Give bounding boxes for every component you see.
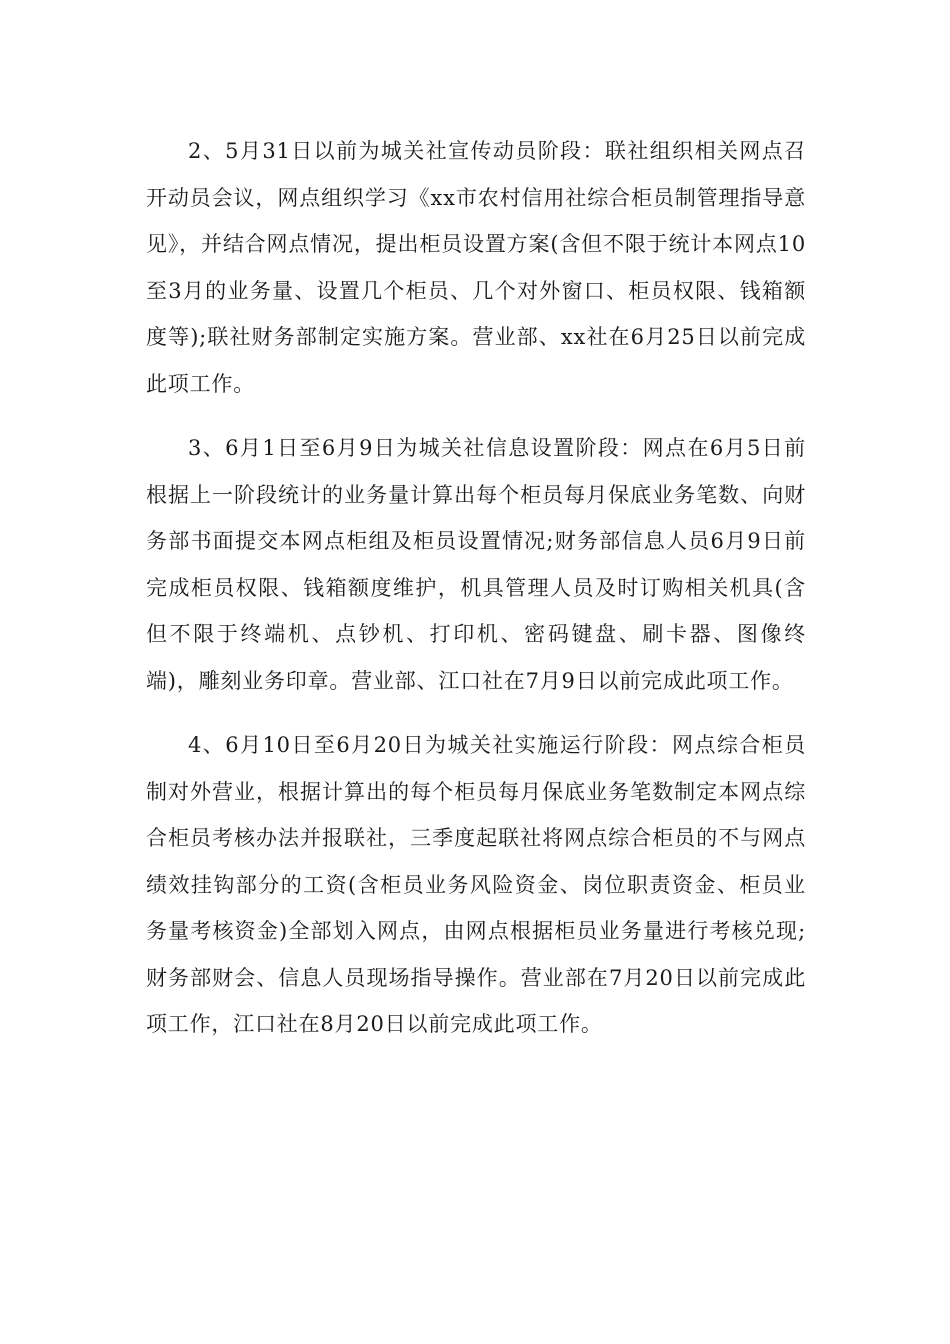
paragraph-4: 4、6月10日至6月20日为城关社实施运行阶段：网点综合柜员制对外营业，根据计算出的每个柜员每月保底业务笔数制定本网点综合柜员考核办法并报联社，三季度起联社将网点综合柜员的不与网点绩效挂钩部分的工资(含柜员业务风险资金、岗位职责资金、柜员业务量考核资金)全部划入网点，由网点根据柜员业务量进行考核兑现;财务部财会、信息人员现场指导操作。营业部在7月20日以前完成此项工作，江口社在8月20日以前完成此项工作。	[146, 733, 806, 1036]
document-body	[146, 128, 806, 1066]
paragraph-2: 2、5月31日以前为城关社宣传动员阶段：联社组织相关网点召开动员会议，网点组织学习《xx市农村信用社综合柜员制管理指导意见》，并结合网点情况，提出柜员设置方案(含但不限于统计本网点10至3月的业务量、设置几个柜员、几个对外窗口、柜员权限、钱箱额度等);联社财务部制定实施方案。营业部、xx社在6月25日以前完成此项工作。	[146, 139, 806, 396]
paragraph-3: 3、6月1日至6月9日为城关社信息设置阶段：网点在6月5日前根据上一阶段统计的业务量计算出每个柜员每月保底业务笔数、向财务部书面提交本网点柜组及柜员设置情况;财务部信息人员6月9日前完成柜员权限、钱箱额度维护，机具管理人员及时订购相关机具(含但不限于终端机、点钞机、打印机、密码键盘、刷卡器、图像终端)，雕刻业务印章。营业部、江口社在7月9日以前完成此项工作。	[146, 436, 806, 693]
